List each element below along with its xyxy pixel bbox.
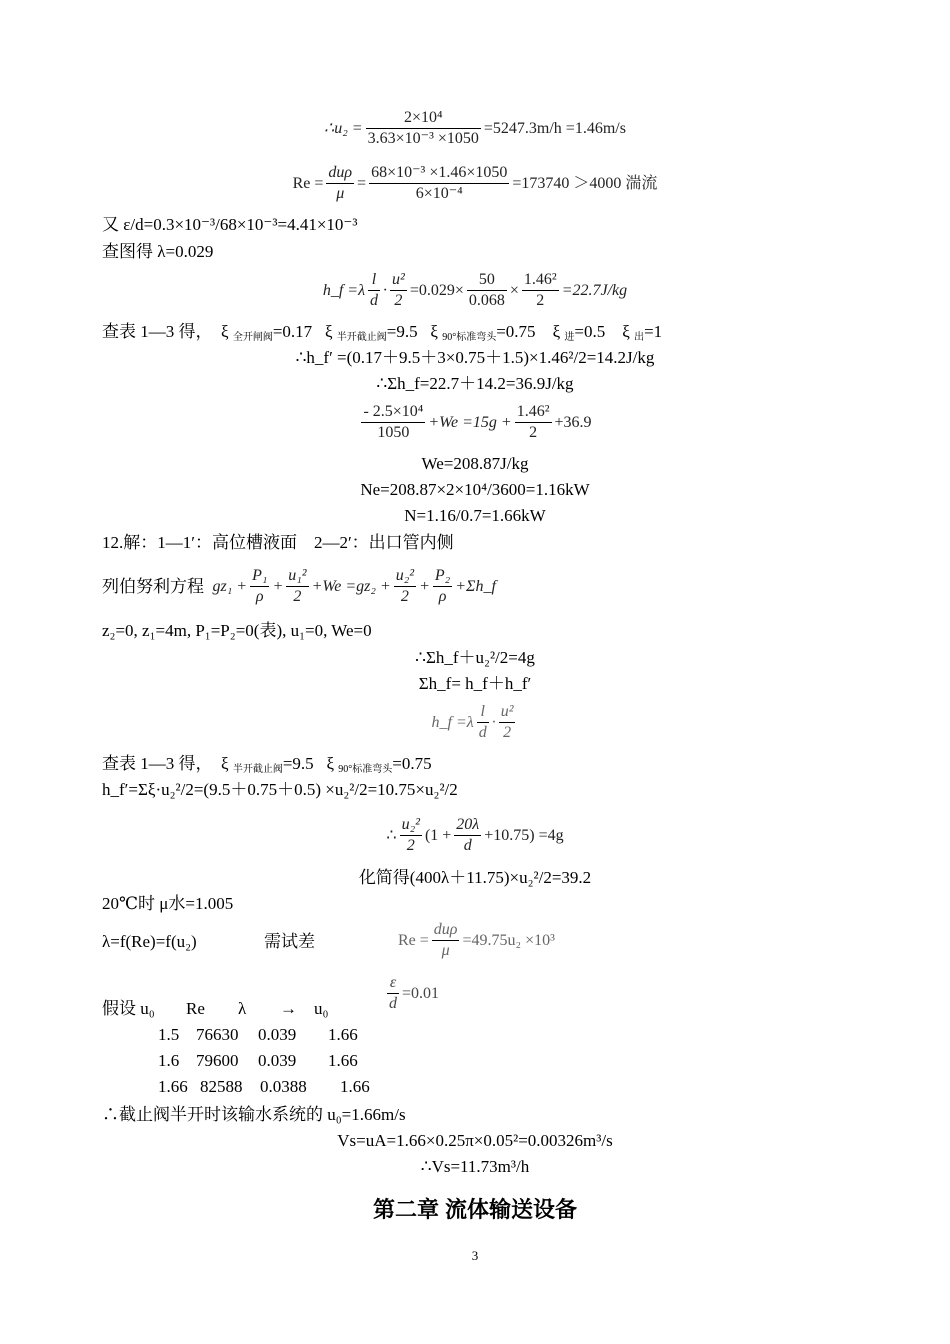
trial-cell: 1.66	[158, 1077, 188, 1096]
bern-f2-den: 2	[293, 588, 302, 605]
eq-hf-f4-num: 1.46²	[522, 270, 559, 291]
equation-u2	[0, 108, 950, 149]
eq-u2b-frac1	[400, 815, 422, 856]
eq-u2-den: 3.63×10⁻³ ×1050	[367, 130, 479, 147]
equation-eps-d	[384, 972, 439, 1014]
line-n: N=1.16/0.7=1.66kW	[404, 506, 546, 525]
trial-row	[158, 1051, 358, 1071]
eq-u2b-f1-den: 2	[406, 837, 415, 854]
eq-hf-frac3	[467, 270, 507, 311]
eq-re2-lhs: Re =	[398, 931, 429, 949]
line-epsilon: 又 ε/d=0.3×10⁻³/68×10⁻³=4.41×10⁻³	[102, 215, 358, 234]
eq-re-lhs: Re =	[292, 174, 324, 192]
eq-re-rhs: =173740 ＞4000 湍流	[512, 174, 658, 192]
eq-en-mid: +We =15g +	[428, 413, 512, 431]
eq-epsd-frac	[387, 973, 399, 1014]
eq-hf2-dot: ·	[491, 713, 496, 731]
trial-cell: 0.039	[258, 1051, 297, 1070]
t2-xi-1: ξ	[221, 754, 229, 773]
bern-p1: +	[272, 577, 284, 595]
eq-re2-frac	[432, 920, 460, 961]
table-ref-text: 查表 1—3 得，	[102, 322, 213, 341]
eq-hf2-f1-num: l	[477, 702, 489, 723]
eq-epsd-rhs: =0.01	[402, 984, 440, 1002]
eq-hf-rhs: =22.7J/kg	[561, 281, 628, 299]
line-ne: Ne=208.87×2×10⁴/3600=1.16kW	[360, 480, 590, 499]
equation-hf	[0, 270, 950, 311]
eq-hf-frac2	[390, 270, 407, 311]
xi-2-sub: 半开截止阀	[336, 332, 387, 343]
bern-t3: +Σh_f	[455, 577, 496, 595]
trial-cell: 1.66	[340, 1077, 370, 1096]
eq-re-f1-num: duρ	[326, 163, 354, 184]
line-hf-prime-2: h_f′=Σξ·u₂²/2=(9.5＋0.75＋0.5) ×u₂²/2=10.75×u₂²/2	[102, 780, 458, 799]
eq-hf2-f2-den: 2	[503, 724, 512, 741]
xi-1: ξ	[221, 322, 229, 341]
bern-f2-num: u₁²	[286, 566, 308, 587]
equation-u2-lambda	[0, 815, 950, 856]
trial-cell: 0.039	[258, 1025, 297, 1044]
trial-header-re: Re	[186, 999, 205, 1018]
eq-re-f2-den: 6×10⁻⁴	[415, 185, 463, 202]
eq-hf-times: ×	[509, 281, 519, 299]
eq-u2b-f2-num: 20λ	[454, 815, 481, 836]
trial-cell: 82588	[200, 1077, 243, 1096]
xi-3-sub: 90°标准弯头	[442, 332, 497, 343]
bern-p2: +	[419, 577, 430, 595]
eq-en-f2-num: 1.46²	[515, 402, 552, 423]
trial-cell: 1.66	[328, 1025, 358, 1044]
bern-label: 列伯努利方程	[102, 576, 204, 596]
equation-energy	[0, 401, 950, 443]
equation-hf2	[0, 702, 950, 743]
bern-f3-den: 2	[400, 588, 409, 605]
t2-xi-2-val: =0.75	[392, 754, 432, 773]
t2-xi-1-val: =9.5	[282, 754, 314, 773]
eq-u2-lhs: ∴u₂ =	[324, 119, 363, 137]
xi-4: ξ	[552, 322, 561, 341]
eq-en-f1-num: - 2.5×10⁴	[361, 402, 425, 423]
eq-re-frac1	[326, 163, 354, 204]
bern-frac4	[433, 566, 452, 607]
eq-hf-lhs: h_f =λ	[322, 281, 366, 299]
t2-xi-2: ξ	[326, 754, 335, 773]
trial-header-assume: 假设 u₀	[102, 999, 155, 1018]
eq-hf2-f2-num: u²	[499, 702, 516, 723]
trial-cell: 0.0388	[260, 1077, 307, 1096]
equation-reynolds	[0, 163, 950, 204]
eq-hf-f3-num: 50	[467, 270, 507, 291]
line-sum-hf: ∴Σh_f=22.7＋14.2=36.9J/kg	[376, 374, 574, 393]
line-simplify: 化简得(400λ＋11.75)×u₂²/2=39.2	[358, 868, 592, 887]
line-conditions: z₂=0, z₁=4m, P₁=P₂=0(表), u₁=0, We=0	[102, 621, 372, 640]
eq-re-frac2	[369, 163, 509, 204]
trial-cell: 1.5	[158, 1025, 180, 1044]
t2-xi-2-sub: 90°标准弯头	[338, 764, 393, 775]
line-20c: 20℃时 μ水=1.005	[102, 894, 234, 913]
eq-u2-rhs: =5247.3m/h =1.46m/s	[483, 119, 626, 137]
chapter-title: 第二章 流体输送设备	[372, 1197, 578, 1222]
xi-4-sub: 进	[564, 332, 575, 343]
line-problem-12: 12.解：1—1′：高位槽液面 2—2′：出口管内侧	[102, 533, 454, 552]
xi-5-val: =1	[644, 322, 663, 341]
eq-en-frac2	[515, 402, 552, 443]
eq-hf2-f1-den: d	[478, 724, 487, 741]
eq-u2b-frac2	[454, 815, 481, 856]
eq-hf-dot: ·	[383, 281, 388, 299]
xi-4-val: =0.5	[574, 322, 606, 341]
xi-2-val: =9.5	[386, 322, 418, 341]
line-vs: Vs=uA=1.66×0.25π×0.05²=0.00326m³/s	[337, 1131, 613, 1150]
line-conclusion: ∴截止阀半开时该输水系统的 u₀=1.66m/s	[102, 1105, 406, 1124]
line-trial: 需试差	[264, 932, 315, 951]
eq-hf2-lhs: h_f =λ	[431, 713, 474, 731]
line-lambda-f: λ=f(Re)=f(u₂)	[102, 932, 197, 951]
t2-xi-1-sub: 半开截止阀	[232, 764, 283, 775]
eq-epsd-num: ε	[387, 973, 399, 994]
eq-u2-num: 2×10⁴	[366, 108, 481, 129]
table2-ref-text: 查表 1—3 得，	[102, 754, 213, 773]
eq-hf-mid: =0.029×	[409, 281, 464, 299]
page-number: 3	[471, 1248, 479, 1263]
eq-hf-f2-den: 2	[394, 292, 403, 309]
line-sum-split: Σh_f= h_f＋h_f′	[418, 674, 532, 693]
trial-row	[158, 1025, 358, 1045]
bern-frac3	[394, 566, 416, 607]
eq-u2b-f1-num: u₂²	[400, 815, 422, 836]
trial-cell: 76630	[196, 1025, 239, 1044]
trial-header-arrow: →	[280, 999, 297, 1018]
eq-hf2-frac1	[477, 702, 489, 743]
xi-3: ξ	[430, 322, 438, 341]
eq-en-frac1	[361, 402, 425, 443]
xi-1-val: =0.17	[272, 322, 313, 341]
line-hf-prime: ∴h_f′ =(0.17＋9.5＋3×0.75＋1.5)×1.46²/2=14.2J/kg	[295, 348, 655, 367]
eq-re-f1-den: μ	[336, 185, 345, 202]
trial-cell: 1.66	[328, 1051, 358, 1070]
bern-frac2	[286, 566, 308, 607]
line-loss-coefficients-2	[102, 753, 432, 781]
bern-f1-num: P₁	[250, 566, 269, 587]
xi-3-val: =0.75	[496, 322, 536, 341]
equation-bernoulli	[102, 566, 496, 607]
xi-2: ξ	[324, 322, 333, 341]
eq-en-f1-den: 1050	[377, 424, 410, 441]
eq-hf-f1-den: d	[370, 292, 379, 309]
eq-hf-frac4	[522, 270, 559, 311]
bern-f4-num: P₂	[433, 566, 452, 587]
eq-re2-num: duρ	[432, 920, 460, 941]
eq-hf-f1-num: l	[368, 270, 380, 291]
eq-re2-rhs: =49.75u₂ ×10³	[462, 931, 555, 949]
line-sum-4g: ∴Σh_f＋u₂²/2=4g	[415, 648, 535, 667]
bern-t1: gz₁ +	[212, 577, 248, 595]
bern-t2: +We =gz₂ +	[311, 577, 391, 595]
eq-u2b-f2-den: d	[463, 837, 472, 854]
bern-f3-num: u₂²	[394, 566, 416, 587]
trial-header-lambda: λ	[238, 999, 247, 1018]
eq-re2-den: μ	[441, 942, 450, 959]
eq-en-rhs: +36.9	[554, 413, 592, 431]
line-we: We=208.87J/kg	[421, 454, 529, 473]
eq-hf-frac1	[368, 270, 380, 311]
trial-header-u0: u₀	[314, 999, 329, 1018]
eq-re-eq: =	[357, 174, 367, 192]
eq-epsd-den: d	[389, 995, 397, 1012]
bern-f1-den: ρ	[255, 588, 264, 605]
trial-cell: 1.6	[158, 1051, 180, 1070]
xi-5-sub: 出	[634, 332, 645, 343]
xi-1-sub: 全开闸阀	[232, 332, 273, 343]
eq-hf-f3-den: 0.068	[468, 292, 505, 309]
trial-cell: 79600	[196, 1051, 239, 1070]
equation-re2	[398, 920, 555, 961]
eq-hf-f4-den: 2	[536, 292, 545, 309]
eq-en-f2-den: 2	[529, 424, 538, 441]
xi-5: ξ	[622, 322, 630, 341]
trial-header	[102, 998, 328, 1020]
eq-u2b-mid: (1 +	[424, 826, 452, 844]
line-loss-coefficients	[102, 321, 662, 349]
bern-frac1	[250, 566, 269, 607]
eq-hf-f2-num: u²	[390, 270, 407, 291]
eq-u2-fraction	[366, 108, 481, 149]
eq-hf2-frac2	[499, 702, 516, 743]
eq-u2b-rhs: +10.75) =4g	[484, 826, 564, 844]
line-lambda: 查图得 λ=0.029	[102, 242, 214, 261]
trial-row	[158, 1077, 370, 1097]
bern-f4-den: ρ	[438, 588, 447, 605]
eq-re-f2-num: 68×10⁻³ ×1.46×1050	[369, 163, 509, 184]
eq-u2b-lhs: ∴	[386, 826, 397, 844]
line-vs2: ∴Vs=11.73m³/h	[420, 1157, 530, 1176]
